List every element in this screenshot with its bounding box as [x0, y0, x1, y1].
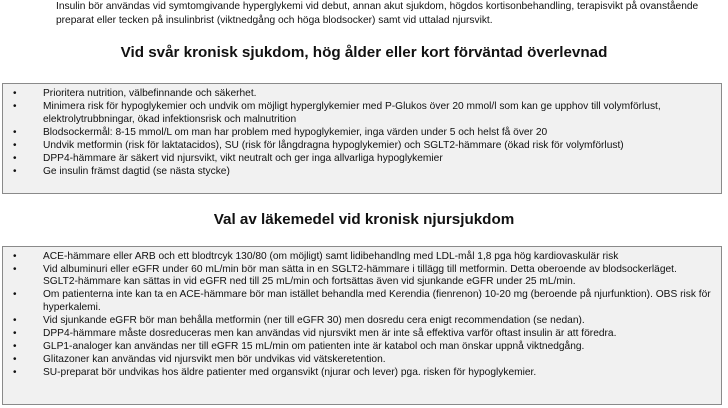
list-item — [3, 88, 721, 101]
list-item — [3, 328, 721, 340]
list-item — [3, 140, 721, 153]
kidney-disease-list — [3, 251, 721, 380]
list-item-text: Glitazoner kan användas vid njursvikt men bör undvikas vid vätskeretention. — [43, 353, 386, 365]
bullet-icon: • — [13, 289, 17, 301]
bullet-icon: • — [13, 327, 17, 339]
list-item-text: GLP1-analoger kan användas ner till eGFR 15 mL/min om patienten inte är katabol och man önskar uppnå viktnedgång. — [43, 340, 585, 352]
bullet-icon: • — [13, 353, 17, 365]
bullet-icon: • — [13, 101, 17, 112]
bullet-icon: • — [13, 251, 17, 262]
bullet-icon: • — [13, 126, 17, 138]
list-item-text: Prioritera nutrition, välbefinnande och säkerhet. — [43, 88, 257, 99]
bullet-icon: • — [13, 88, 17, 99]
list-item-text: Vid albuminuri eller eGFR under 60 mL/min bör man sätta in en SGLT2-hämmare i tillägg till metformin. Detta oberoende av blodsockerläget. SGLT2-hämmare kan sättas in vid eGFR ned till 25 mL/min och fortsättas även vid sjunkande eGFR under 25 mL/min. — [43, 264, 677, 288]
section-heading-severe-illness: Vid svår kronisk sjukdom, hög ålder eller kort förväntad överlevnad — [120, 44, 608, 61]
list-item — [3, 166, 721, 179]
list-item — [3, 127, 721, 140]
list-item — [3, 315, 721, 327]
bullet-icon: • — [13, 264, 17, 275]
list-item-text: SU-preparat bör undvikas hos äldre patienter med organsvikt (njurar och lever) pga. risken för hypoglykemier. — [43, 366, 537, 378]
list-item — [3, 289, 721, 314]
list-item — [3, 153, 721, 166]
bullet-icon: • — [13, 314, 17, 326]
list-item-text: Vid sjunkande eGFR bör man behålla metformin (ner till eGFR 30) men dosredu cera enigt recommendation (se nedan). — [43, 314, 585, 326]
severe-illness-list — [3, 88, 721, 179]
intro-paragraph: Insulin bör användas vid symtomgivande hyperglykemi vid debut, annan akut sjukdom, högdos kortisonbehandling, terapisvikt på ovanstående preparat eller tecken på insulinbrist (viktnedgång och höga blodsocker) samt vid uttalad njursvikt. — [56, 1, 699, 26]
list-item-text: Om patienterna inte kan ta en ACE-hämmare bör man istället behandla med Kerendia (fienrenon) 10-20 mg (beroende på njurfunktion). OBS risk för hyperkalemi. — [43, 289, 711, 313]
bullet-icon: • — [13, 139, 17, 151]
bullet-icon: • — [13, 340, 17, 352]
kidney-disease-box — [2, 246, 722, 405]
list-item — [3, 101, 721, 127]
list-item — [3, 264, 721, 289]
bullet-icon: • — [13, 366, 17, 378]
list-item — [3, 367, 721, 379]
list-item-text: Undvik metformin (risk för laktatacidos), SU (risk för långdragna hypoglykemier) och SGLT2-hämmare (ökad risk för volymförlust) — [43, 139, 624, 151]
list-item-text: Minimera risk för hypoglykemier och undvik om möjligt hyperglykemier med P-Glukos över 20 mmol/l som kan ge upphov till volymförlust, elektrolytrubbningar, ökad infektionsrisk och malnutrition — [43, 101, 661, 125]
list-item — [3, 354, 721, 366]
list-item-text: DPP4-hämmare är säkert vid njursvikt, vikt neutralt och ger inga allvarliga hypoglykemier — [43, 152, 443, 164]
list-item-text: Blodsockermål: 8-15 mmol/L om man har problem med hypoglykemier, inga värden under 5 och helst få över 20 — [43, 126, 548, 138]
list-item-text: DPP4-hämmare måste dosreduceras men kan användas vid njursvikt men är inte så effektiva varför oftast insulin är att föredra. — [43, 327, 617, 339]
list-item-text: Ge insulin främst dagtid (se nästa stycke) — [43, 165, 230, 177]
section-heading-kidney-disease: Val av läkemedel vid kronisk njursjukdom — [213, 211, 515, 228]
bullet-icon: • — [13, 165, 17, 177]
severe-illness-box — [2, 83, 722, 194]
list-item-text: ACE-hämmare eller ARB och ett blodtrcyk 130/80 (om möjligt) samt lidibehandlng med LDL-mål 1,8 pga hög kardiovaskulär risk — [43, 251, 619, 262]
list-item — [3, 341, 721, 353]
bullet-icon: • — [13, 152, 17, 164]
list-item — [3, 251, 721, 263]
